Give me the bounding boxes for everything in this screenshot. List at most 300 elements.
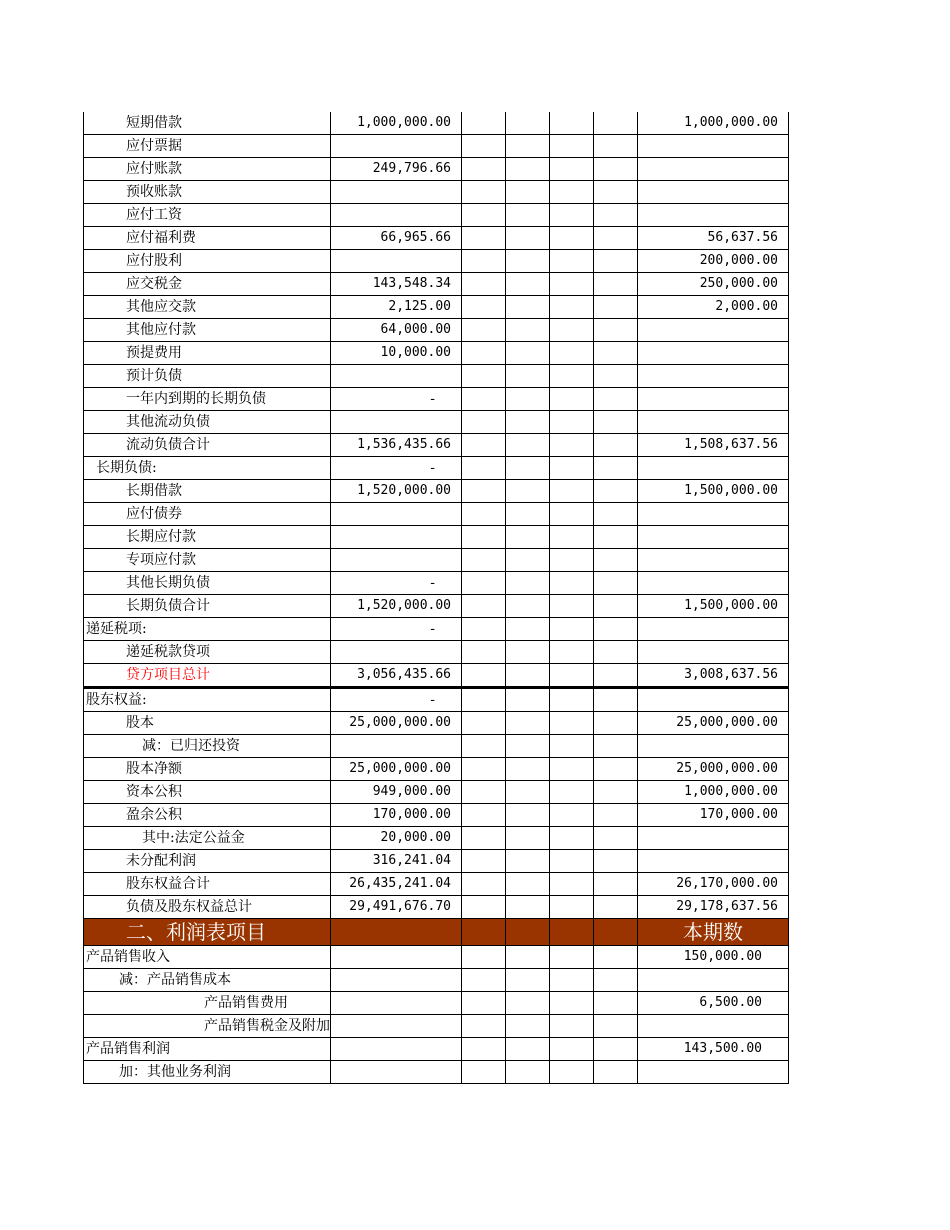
value-cell[interactable] xyxy=(638,549,789,572)
empty-cell[interactable] xyxy=(550,135,594,158)
value-cell[interactable]: 25,000,000.00 xyxy=(331,712,462,735)
row-label[interactable]: 产品销售税金及附加 xyxy=(84,1015,331,1038)
value-cell[interactable] xyxy=(331,549,462,572)
empty-cell[interactable] xyxy=(506,388,550,411)
empty-cell[interactable] xyxy=(550,664,594,688)
row-label[interactable]: 长期借款 xyxy=(84,480,331,503)
empty-cell[interactable] xyxy=(462,595,506,618)
empty-cell[interactable] xyxy=(506,919,550,946)
empty-cell[interactable] xyxy=(550,1061,594,1084)
value-cell[interactable]: 29,491,676.70 xyxy=(331,896,462,919)
empty-cell[interactable] xyxy=(594,946,638,969)
value-cell[interactable]: 1,520,000.00 xyxy=(331,480,462,503)
empty-cell[interactable] xyxy=(550,827,594,850)
value-cell[interactable] xyxy=(331,250,462,273)
empty-cell[interactable] xyxy=(550,1015,594,1038)
empty-cell[interactable] xyxy=(462,946,506,969)
empty-cell[interactable] xyxy=(550,296,594,319)
empty-cell[interactable] xyxy=(594,1038,638,1061)
value-cell[interactable]: 150,000.00 xyxy=(638,946,789,969)
empty-cell[interactable] xyxy=(462,1061,506,1084)
empty-cell[interactable] xyxy=(550,181,594,204)
empty-cell[interactable] xyxy=(550,549,594,572)
empty-cell[interactable] xyxy=(506,250,550,273)
empty-cell[interactable] xyxy=(462,641,506,664)
empty-cell[interactable] xyxy=(462,457,506,480)
empty-cell[interactable] xyxy=(462,365,506,388)
empty-cell[interactable] xyxy=(594,758,638,781)
value-cell[interactable] xyxy=(638,618,789,641)
section-header-row xyxy=(84,919,789,946)
empty-cell[interactable] xyxy=(506,1015,550,1038)
empty-cell[interactable] xyxy=(594,850,638,873)
empty-cell[interactable] xyxy=(506,735,550,758)
empty-cell[interactable] xyxy=(594,1061,638,1084)
empty-cell[interactable] xyxy=(594,919,638,946)
empty-cell[interactable] xyxy=(506,946,550,969)
empty-cell[interactable] xyxy=(550,992,594,1015)
empty-cell[interactable] xyxy=(331,919,462,946)
empty-cell[interactable] xyxy=(506,365,550,388)
empty-cell[interactable] xyxy=(594,158,638,181)
row-label[interactable]: 应付票据 xyxy=(84,135,331,158)
empty-cell[interactable] xyxy=(550,688,594,712)
empty-cell[interactable] xyxy=(550,503,594,526)
empty-cell[interactable] xyxy=(506,664,550,688)
empty-cell[interactable] xyxy=(506,480,550,503)
empty-cell[interactable] xyxy=(550,365,594,388)
empty-cell[interactable] xyxy=(462,204,506,227)
value-cell[interactable] xyxy=(331,411,462,434)
empty-cell[interactable] xyxy=(462,688,506,712)
value-cell[interactable] xyxy=(331,365,462,388)
empty-cell[interactable] xyxy=(506,896,550,919)
empty-cell[interactable] xyxy=(550,112,594,135)
empty-cell[interactable] xyxy=(462,618,506,641)
empty-cell[interactable] xyxy=(594,227,638,250)
table-row xyxy=(84,434,789,457)
empty-cell[interactable] xyxy=(550,804,594,827)
value-cell[interactable] xyxy=(638,572,789,595)
empty-cell[interactable] xyxy=(331,946,462,969)
value-cell[interactable]: 1,536,435.66 xyxy=(331,434,462,457)
empty-cell[interactable] xyxy=(550,342,594,365)
row-label[interactable]: 减：已归还投资 xyxy=(84,735,331,758)
empty-cell[interactable] xyxy=(506,688,550,712)
empty-cell[interactable] xyxy=(462,804,506,827)
empty-cell[interactable] xyxy=(506,969,550,992)
empty-cell[interactable] xyxy=(462,158,506,181)
empty-cell[interactable] xyxy=(462,434,506,457)
value-cell[interactable] xyxy=(638,158,789,181)
empty-cell[interactable] xyxy=(594,411,638,434)
value-cell[interactable]: 25,000,000.00 xyxy=(331,758,462,781)
empty-cell[interactable] xyxy=(594,712,638,735)
row-label[interactable]: 预计负债 xyxy=(84,365,331,388)
row-label[interactable]: 其他应交款 xyxy=(84,296,331,319)
value-cell[interactable]: 20,000.00 xyxy=(331,827,462,850)
empty-cell[interactable] xyxy=(506,595,550,618)
empty-cell[interactable] xyxy=(462,664,506,688)
row-label[interactable]: 股东权益: xyxy=(84,688,331,712)
value-cell[interactable]: - xyxy=(331,457,462,480)
empty-cell[interactable] xyxy=(462,526,506,549)
value-cell[interactable]: - xyxy=(331,688,462,712)
row-label[interactable]: 长期应付款 xyxy=(84,526,331,549)
table-row xyxy=(84,388,789,411)
empty-cell[interactable] xyxy=(594,618,638,641)
empty-cell[interactable] xyxy=(594,896,638,919)
empty-cell[interactable] xyxy=(594,664,638,688)
empty-cell[interactable] xyxy=(462,969,506,992)
empty-cell[interactable] xyxy=(594,135,638,158)
empty-cell[interactable] xyxy=(462,342,506,365)
row-label[interactable]: 其中:法定公益金 xyxy=(84,827,331,850)
value-cell[interactable]: 250,000.00 xyxy=(638,273,789,296)
empty-cell[interactable] xyxy=(462,503,506,526)
value-cell[interactable]: 316,241.04 xyxy=(331,850,462,873)
empty-cell[interactable] xyxy=(550,946,594,969)
empty-cell[interactable] xyxy=(550,618,594,641)
value-cell[interactable] xyxy=(638,735,789,758)
empty-cell[interactable] xyxy=(594,549,638,572)
row-label[interactable]: 应付工资 xyxy=(84,204,331,227)
value-cell[interactable] xyxy=(331,641,462,664)
empty-cell[interactable] xyxy=(506,273,550,296)
row-label[interactable]: 预提费用 xyxy=(84,342,331,365)
row-label[interactable]: 长期负债合计 xyxy=(84,595,331,618)
empty-cell[interactable] xyxy=(331,969,462,992)
row-label[interactable]: 应付债券 xyxy=(84,503,331,526)
row-label[interactable]: 应交税金 xyxy=(84,273,331,296)
empty-cell[interactable] xyxy=(462,273,506,296)
value-cell[interactable] xyxy=(331,181,462,204)
value-cell[interactable]: 25,000,000.00 xyxy=(638,712,789,735)
empty-cell[interactable] xyxy=(594,595,638,618)
value-cell[interactable]: 170,000.00 xyxy=(331,804,462,827)
empty-cell[interactable] xyxy=(506,873,550,896)
row-label[interactable]: 股本净额 xyxy=(84,758,331,781)
value-cell[interactable]: 200,000.00 xyxy=(638,250,789,273)
value-cell[interactable]: 143,548.34 xyxy=(331,273,462,296)
empty-cell[interactable] xyxy=(506,781,550,804)
empty-cell[interactable] xyxy=(506,1038,550,1061)
empty-cell[interactable] xyxy=(462,227,506,250)
empty-cell[interactable] xyxy=(594,204,638,227)
value-cell[interactable]: 170,000.00 xyxy=(638,804,789,827)
row-label[interactable]: 长期负债: xyxy=(84,457,331,480)
value-cell[interactable] xyxy=(638,850,789,873)
table-row xyxy=(84,503,789,526)
empty-cell[interactable] xyxy=(550,896,594,919)
empty-cell[interactable] xyxy=(550,758,594,781)
period-header[interactable]: 本期数 xyxy=(638,919,789,946)
empty-cell[interactable] xyxy=(506,641,550,664)
value-cell[interactable]: - xyxy=(331,618,462,641)
empty-cell[interactable] xyxy=(594,112,638,135)
empty-cell[interactable] xyxy=(550,919,594,946)
empty-cell[interactable] xyxy=(594,1015,638,1038)
empty-cell[interactable] xyxy=(550,526,594,549)
empty-cell[interactable] xyxy=(550,641,594,664)
empty-cell[interactable] xyxy=(550,969,594,992)
empty-cell[interactable] xyxy=(550,480,594,503)
empty-cell[interactable] xyxy=(462,758,506,781)
empty-cell[interactable] xyxy=(462,712,506,735)
empty-cell[interactable] xyxy=(506,850,550,873)
empty-cell[interactable] xyxy=(594,480,638,503)
empty-cell[interactable] xyxy=(550,1038,594,1061)
empty-cell[interactable] xyxy=(462,480,506,503)
empty-cell[interactable] xyxy=(462,896,506,919)
empty-cell[interactable] xyxy=(594,572,638,595)
empty-cell[interactable] xyxy=(506,342,550,365)
empty-cell[interactable] xyxy=(506,411,550,434)
empty-cell[interactable] xyxy=(506,434,550,457)
empty-cell[interactable] xyxy=(550,595,594,618)
empty-cell[interactable] xyxy=(506,181,550,204)
empty-cell[interactable] xyxy=(550,873,594,896)
row-label[interactable]: 负债及股东权益总计 xyxy=(84,896,331,919)
empty-cell[interactable] xyxy=(506,827,550,850)
value-cell[interactable]: 249,796.66 xyxy=(331,158,462,181)
empty-cell[interactable] xyxy=(506,457,550,480)
empty-cell[interactable] xyxy=(550,411,594,434)
empty-cell[interactable] xyxy=(550,227,594,250)
empty-cell[interactable] xyxy=(594,388,638,411)
empty-cell[interactable] xyxy=(594,319,638,342)
section-title[interactable]: 二、利润表项目 xyxy=(84,919,331,946)
empty-cell[interactable] xyxy=(506,758,550,781)
empty-cell[interactable] xyxy=(462,112,506,135)
empty-cell[interactable] xyxy=(462,992,506,1015)
value-cell[interactable] xyxy=(638,526,789,549)
value-cell[interactable] xyxy=(638,388,789,411)
empty-cell[interactable] xyxy=(550,273,594,296)
value-cell[interactable]: 25,000,000.00 xyxy=(638,758,789,781)
value-cell[interactable] xyxy=(331,735,462,758)
empty-cell[interactable] xyxy=(550,572,594,595)
empty-cell[interactable] xyxy=(550,712,594,735)
empty-cell[interactable] xyxy=(506,204,550,227)
value-cell[interactable] xyxy=(638,204,789,227)
empty-cell[interactable] xyxy=(506,804,550,827)
row-label[interactable]: 预收账款 xyxy=(84,181,331,204)
empty-cell[interactable] xyxy=(506,503,550,526)
value-cell[interactable] xyxy=(638,688,789,712)
row-label[interactable]: 流动负债合计 xyxy=(84,434,331,457)
empty-cell[interactable] xyxy=(506,549,550,572)
value-cell[interactable] xyxy=(331,135,462,158)
value-cell[interactable]: 10,000.00 xyxy=(331,342,462,365)
empty-cell[interactable] xyxy=(462,827,506,850)
value-cell[interactable] xyxy=(638,641,789,664)
value-cell[interactable]: 66,965.66 xyxy=(331,227,462,250)
value-cell[interactable]: 6,500.00 xyxy=(638,992,789,1015)
empty-cell[interactable] xyxy=(594,827,638,850)
empty-cell[interactable] xyxy=(462,919,506,946)
empty-cell[interactable] xyxy=(506,1061,550,1084)
empty-cell[interactable] xyxy=(462,411,506,434)
empty-cell[interactable] xyxy=(462,296,506,319)
value-cell[interactable]: 1,500,000.00 xyxy=(638,480,789,503)
row-label[interactable]: 减：产品销售成本 xyxy=(84,969,331,992)
empty-cell[interactable] xyxy=(506,526,550,549)
row-label[interactable]: 资本公积 xyxy=(84,781,331,804)
row-label[interactable]: 应付股利 xyxy=(84,250,331,273)
value-cell[interactable] xyxy=(638,181,789,204)
empty-cell[interactable] xyxy=(506,992,550,1015)
value-cell[interactable]: 1,000,000.00 xyxy=(638,781,789,804)
row-label[interactable]: 专项应付款 xyxy=(84,549,331,572)
empty-cell[interactable] xyxy=(594,457,638,480)
empty-cell[interactable] xyxy=(462,781,506,804)
empty-cell[interactable] xyxy=(594,273,638,296)
empty-cell[interactable] xyxy=(594,296,638,319)
row-label[interactable]: 股东权益合计 xyxy=(84,873,331,896)
empty-cell[interactable] xyxy=(462,135,506,158)
value-cell[interactable]: 3,008,637.56 xyxy=(638,664,789,688)
row-label[interactable]: 股本 xyxy=(84,712,331,735)
empty-cell[interactable] xyxy=(594,342,638,365)
value-cell[interactable] xyxy=(331,526,462,549)
value-cell[interactable] xyxy=(638,365,789,388)
value-cell[interactable]: 26,170,000.00 xyxy=(638,873,789,896)
empty-cell[interactable] xyxy=(550,250,594,273)
table-row xyxy=(84,850,789,873)
value-cell[interactable]: 2,000.00 xyxy=(638,296,789,319)
value-cell[interactable] xyxy=(638,342,789,365)
value-cell[interactable] xyxy=(638,135,789,158)
empty-cell[interactable] xyxy=(594,365,638,388)
empty-cell[interactable] xyxy=(550,204,594,227)
row-label[interactable]: 未分配利润 xyxy=(84,850,331,873)
value-cell[interactable] xyxy=(638,1015,789,1038)
value-cell[interactable]: 56,637.56 xyxy=(638,227,789,250)
empty-cell[interactable] xyxy=(594,526,638,549)
value-cell[interactable]: 2,125.00 xyxy=(331,296,462,319)
value-cell[interactable]: 949,000.00 xyxy=(331,781,462,804)
row-label[interactable]: 盈余公积 xyxy=(84,804,331,827)
empty-cell[interactable] xyxy=(594,688,638,712)
empty-cell[interactable] xyxy=(506,319,550,342)
empty-cell[interactable] xyxy=(550,457,594,480)
value-cell[interactable] xyxy=(638,1061,789,1084)
value-cell[interactable]: 1,000,000.00 xyxy=(331,112,462,135)
value-cell[interactable] xyxy=(331,204,462,227)
value-cell[interactable] xyxy=(638,457,789,480)
row-label[interactable]: 短期借款 xyxy=(84,112,331,135)
empty-cell[interactable] xyxy=(594,781,638,804)
empty-cell[interactable] xyxy=(462,388,506,411)
row-label[interactable]: 其他应付款 xyxy=(84,319,331,342)
empty-cell[interactable] xyxy=(550,735,594,758)
value-cell[interactable] xyxy=(638,411,789,434)
row-label[interactable]: 产品销售收入 xyxy=(84,946,331,969)
empty-cell[interactable] xyxy=(506,618,550,641)
empty-cell[interactable] xyxy=(594,873,638,896)
value-cell[interactable]: 1,000,000.00 xyxy=(638,112,789,135)
value-cell[interactable] xyxy=(638,969,789,992)
empty-cell[interactable] xyxy=(462,873,506,896)
empty-cell[interactable] xyxy=(594,804,638,827)
value-cell[interactable]: 64,000.00 xyxy=(331,319,462,342)
empty-cell[interactable] xyxy=(550,434,594,457)
empty-cell[interactable] xyxy=(331,1038,462,1061)
empty-cell[interactable] xyxy=(550,781,594,804)
empty-cell[interactable] xyxy=(462,850,506,873)
value-cell[interactable] xyxy=(638,827,789,850)
empty-cell[interactable] xyxy=(462,572,506,595)
row-label[interactable]: 应付福利费 xyxy=(84,227,331,250)
value-cell[interactable] xyxy=(638,319,789,342)
row-label[interactable]: 其他流动负债 xyxy=(84,411,331,434)
value-cell[interactable]: 1,500,000.00 xyxy=(638,595,789,618)
empty-cell[interactable] xyxy=(462,319,506,342)
empty-cell[interactable] xyxy=(462,181,506,204)
empty-cell[interactable] xyxy=(462,1038,506,1061)
value-cell[interactable]: 1,508,637.56 xyxy=(638,434,789,457)
row-label[interactable]: 递延税项: xyxy=(84,618,331,641)
empty-cell[interactable] xyxy=(462,250,506,273)
empty-cell[interactable] xyxy=(506,572,550,595)
empty-cell[interactable] xyxy=(594,434,638,457)
row-label[interactable]: 产品销售费用 xyxy=(84,992,331,1015)
empty-cell[interactable] xyxy=(550,319,594,342)
empty-cell[interactable] xyxy=(594,181,638,204)
value-cell[interactable]: 3,056,435.66 xyxy=(331,664,462,688)
empty-cell[interactable] xyxy=(594,250,638,273)
value-cell[interactable]: 143,500.00 xyxy=(638,1038,789,1061)
empty-cell[interactable] xyxy=(594,735,638,758)
value-cell[interactable] xyxy=(638,503,789,526)
empty-cell[interactable] xyxy=(462,735,506,758)
empty-cell[interactable] xyxy=(506,296,550,319)
row-label[interactable]: 产品销售利润 xyxy=(84,1038,331,1061)
empty-cell[interactable] xyxy=(550,388,594,411)
empty-cell[interactable] xyxy=(594,992,638,1015)
row-label[interactable]: 一年内到期的长期负债 xyxy=(84,388,331,411)
table-row xyxy=(84,250,789,273)
value-cell[interactable]: - xyxy=(331,572,462,595)
value-cell[interactable]: 1,520,000.00 xyxy=(331,595,462,618)
row-label[interactable]: 其他长期负债 xyxy=(84,572,331,595)
value-cell[interactable]: - xyxy=(331,388,462,411)
empty-cell[interactable] xyxy=(462,1015,506,1038)
empty-cell[interactable] xyxy=(550,158,594,181)
empty-cell[interactable] xyxy=(506,227,550,250)
empty-cell[interactable] xyxy=(331,1061,462,1084)
empty-cell[interactable] xyxy=(506,158,550,181)
value-cell[interactable]: 26,435,241.04 xyxy=(331,873,462,896)
row-label[interactable]: 递延税款贷项 xyxy=(84,641,331,664)
empty-cell[interactable] xyxy=(594,641,638,664)
empty-cell[interactable] xyxy=(331,992,462,1015)
empty-cell[interactable] xyxy=(594,969,638,992)
empty-cell[interactable] xyxy=(594,503,638,526)
empty-cell[interactable] xyxy=(550,850,594,873)
value-cell[interactable] xyxy=(331,503,462,526)
empty-cell[interactable] xyxy=(506,135,550,158)
empty-cell[interactable] xyxy=(462,549,506,572)
value-cell[interactable]: 29,178,637.56 xyxy=(638,896,789,919)
row-label[interactable]: 加：其他业务利润 xyxy=(84,1061,331,1084)
empty-cell[interactable] xyxy=(506,712,550,735)
empty-cell[interactable] xyxy=(331,1015,462,1038)
row-label-highlight[interactable]: 贷方项目总计 xyxy=(84,664,331,688)
row-label[interactable]: 应付账款 xyxy=(84,158,331,181)
empty-cell[interactable] xyxy=(506,112,550,135)
